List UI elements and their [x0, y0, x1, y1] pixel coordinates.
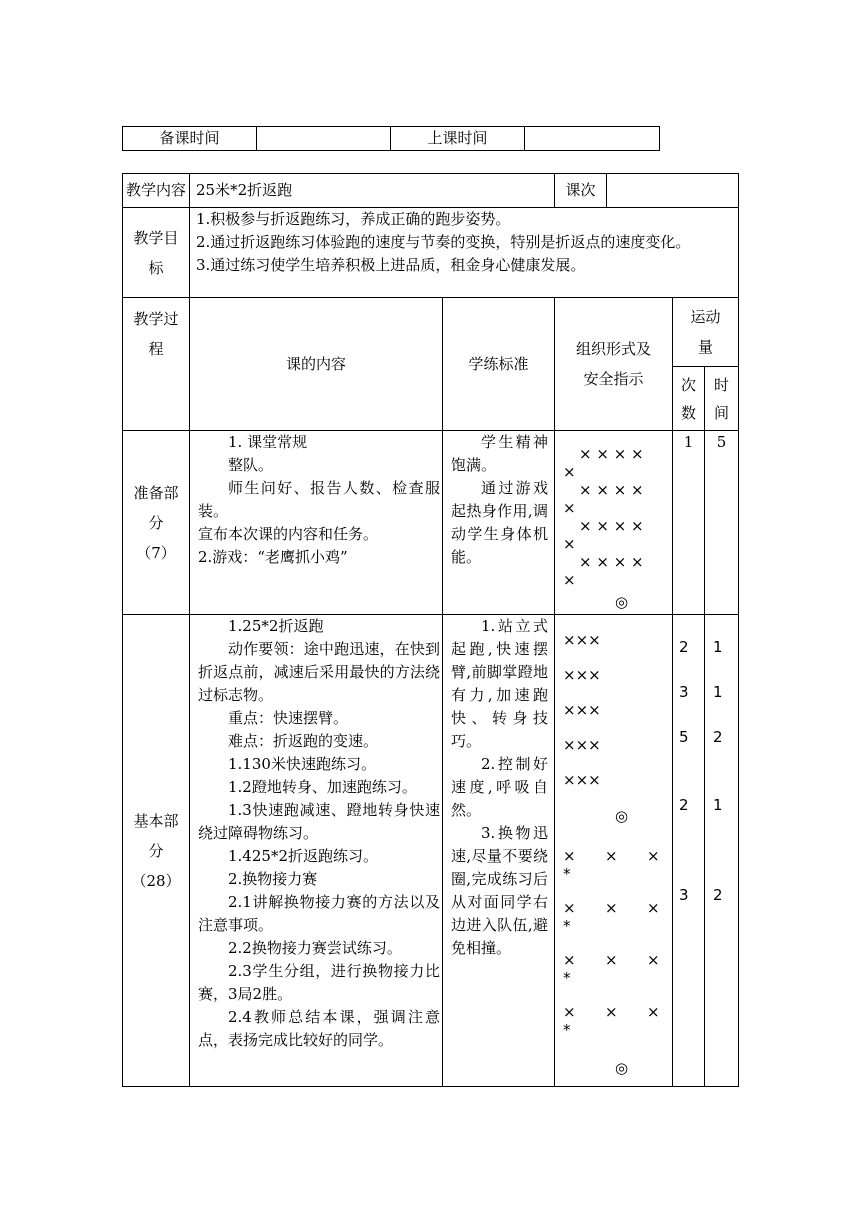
- main-time: 1: [713, 683, 723, 701]
- class-time-value[interactable]: [525, 127, 660, 151]
- formation-row: × × × ×: [579, 517, 644, 535]
- prep-time-label: 备课时间: [123, 127, 257, 151]
- formation-row: ×××: [563, 666, 601, 684]
- main-count: 3: [679, 683, 689, 701]
- goal-3: 3.通过练习使学生培养积极上进品质，租金身心健康发展。: [196, 256, 586, 274]
- formation-mark: ×: [605, 1003, 618, 1021]
- formation-row: ×: [563, 535, 576, 553]
- warmup-content-1: 1. 课堂常规: [228, 433, 308, 451]
- warmup-content-2: 整队。: [228, 456, 274, 474]
- main-content-5: 1.130米快速跑练习。: [228, 755, 376, 773]
- formation-mark: ×: [563, 847, 576, 865]
- goals-label: 教学目标: [123, 208, 190, 298]
- warmup-standard-1: 学生精神饱满。: [451, 433, 549, 474]
- formation-mark: ×: [563, 951, 576, 969]
- section-main-content: [190, 615, 443, 1087]
- formation-row: × × × ×: [579, 553, 644, 571]
- section-main-formation: [555, 615, 673, 1087]
- main-content-8: 1.425*2折返跑练习。: [228, 847, 378, 865]
- section-warmup-formation: [555, 431, 673, 615]
- warmup-content-4: 宣布本次课的内容和任务。: [198, 525, 379, 543]
- formation-mark: ×: [563, 1003, 576, 1021]
- formation-mark: ×: [647, 899, 660, 917]
- prep-time-value[interactable]: [257, 127, 391, 151]
- schedule-table: [122, 126, 660, 151]
- main-content-13: 2.4教师总结本课，强调注意点，表扬完成比较好的同学。: [198, 1008, 440, 1049]
- formation-mark: ×: [647, 951, 660, 969]
- formation-mark: *: [563, 917, 571, 935]
- formation-mark: ×: [647, 847, 660, 865]
- formation-row: ×××: [563, 771, 601, 789]
- section-warmup-content: [190, 431, 443, 615]
- formation-mark: *: [563, 969, 571, 987]
- main-content-4: 难点：折返跑的变速。: [228, 732, 379, 750]
- goal-1: 1.积极参与折返跑练习，养成正确的跑步姿势。: [196, 210, 511, 228]
- section-warmup-name: 准备部分: [133, 483, 179, 532]
- main-content-9: 2.换物接力赛: [228, 870, 318, 888]
- warmup-time: 5: [705, 431, 739, 615]
- formation-mark: ×: [605, 847, 618, 865]
- content-value: 25米*2折返跑: [190, 174, 555, 208]
- main-standard-2: 2.控制好速度,呼吸自然。: [451, 755, 549, 819]
- formation-row: ×: [563, 571, 576, 589]
- time-header: 时间: [705, 367, 739, 431]
- main-count: 3: [679, 886, 689, 904]
- formation-mark: ×: [605, 899, 618, 917]
- main-time: 2: [713, 886, 723, 904]
- formation-row: × × × ×: [579, 481, 644, 499]
- organization-header: 组织形式及安全指示: [555, 298, 673, 431]
- section-warmup-label: [123, 431, 190, 615]
- main-times: [705, 615, 739, 1087]
- formation-row: ×: [563, 463, 576, 481]
- count-header: 次数: [673, 367, 705, 431]
- process-header: 教学过程: [123, 298, 190, 431]
- main-content-3: 重点：快速摆臂。: [228, 709, 349, 727]
- warmup-count: 1: [673, 431, 705, 615]
- goal-2: 2.通过折返跑练习体验跑的速度与节奏的变换，特别是折返点的速度变化。: [196, 233, 691, 251]
- main-count: 5: [679, 728, 689, 746]
- main-content-10: 2.1讲解换物接力赛的方法以及注意事项。: [198, 893, 440, 934]
- warmup-content-3: 师生问好、报告人数、检查服装。: [198, 479, 440, 520]
- formation-mark: ×: [647, 1003, 660, 1021]
- main-standard-3: 3.换物迅速,尽量不要绕圈,完成练习后从对面同学右边进入队伍,避免相撞。: [451, 824, 549, 957]
- formation-row: ×××: [563, 736, 601, 754]
- main-standard-1: 1.站立式起跑,快速摆臂,前脚掌蹬地有力,加速跑快、转身技巧。: [451, 617, 549, 750]
- lesson-plan-table: [122, 173, 739, 1087]
- main-content-6: 1.2蹬地转身、加速跑练习。: [228, 778, 417, 796]
- session-label: 课次: [555, 174, 607, 208]
- teacher-position-icon: ◎: [615, 1059, 629, 1077]
- main-time: 2: [713, 728, 723, 746]
- standard-header: 学练标准: [443, 298, 555, 431]
- formation-row: ×××: [563, 631, 601, 649]
- main-content-7: 1.3快速跑减速、蹬地转身快速绕过障碍物练习。: [198, 801, 440, 842]
- class-time-label: 上课时间: [391, 127, 525, 151]
- load-header: 运动量: [673, 298, 739, 367]
- warmup-content-5: 2.游戏：“老鹰抓小鸡”: [198, 548, 348, 566]
- formation-row: ×××: [563, 701, 601, 719]
- section-main-label: [123, 615, 190, 1087]
- formation-mark: ×: [563, 899, 576, 917]
- main-time: 1: [713, 796, 723, 814]
- section-main-name: 基本部分: [133, 811, 179, 860]
- formation-mark: *: [563, 865, 571, 883]
- goals-cell: [190, 208, 739, 298]
- main-counts: [673, 615, 705, 1087]
- main-content-11: 2.2换物接力赛尝试练习。: [228, 939, 402, 957]
- formation-row: × × × ×: [579, 445, 644, 463]
- teacher-position-icon: ◎: [615, 593, 629, 611]
- formation-mark: ×: [605, 951, 618, 969]
- main-count: 2: [679, 638, 689, 656]
- section-main-duration: （28）: [131, 871, 181, 890]
- section-warmup-duration: （7）: [136, 543, 176, 562]
- session-value[interactable]: [607, 174, 739, 208]
- teacher-position-icon: ◎: [615, 807, 629, 825]
- formation-mark: *: [563, 1021, 571, 1039]
- main-time: 1: [713, 638, 723, 656]
- section-warmup-standard: [443, 431, 555, 615]
- main-content-12: 2.3学生分组，进行换物接力比赛，3局2胜。: [198, 962, 440, 1003]
- content-label: 教学内容: [123, 174, 190, 208]
- main-content-2: 动作要领：途中跑迅速，在快到折返点前，减速后采用最快的方法绕过标志物。: [198, 640, 440, 704]
- section-main-standard: [443, 615, 555, 1087]
- formation-row: ×: [563, 499, 576, 517]
- main-content-1: 1.25*2折返跑: [228, 617, 324, 635]
- main-count: 2: [679, 796, 689, 814]
- warmup-standard-2: 通过游戏起热身作用,调动学生身体机能。: [451, 479, 549, 566]
- content-header: 课的内容: [190, 298, 443, 431]
